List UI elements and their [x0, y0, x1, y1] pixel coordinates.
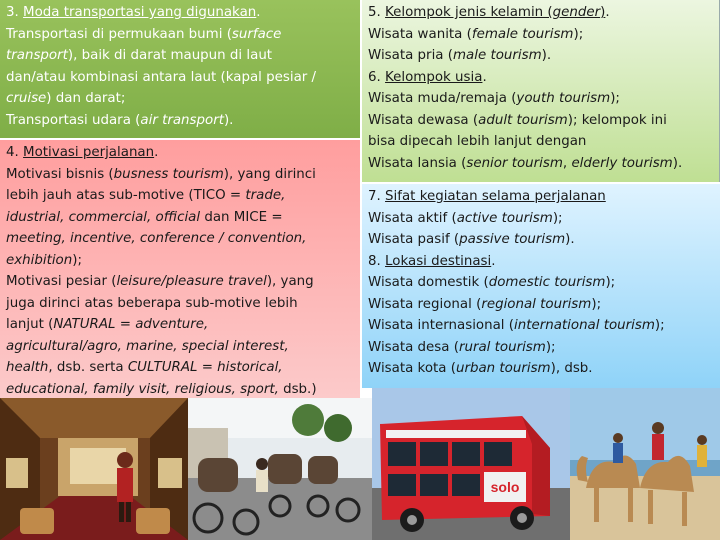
gender-age-box [362, 0, 720, 182]
activity-line-9: Wisata kota (urban tourism), dsb. [368, 361, 593, 376]
gender-line-1: 5. Kelompok jenis kelamin (gender). [368, 5, 610, 20]
transport-line-6: Transportasi udara (air transport). [6, 112, 234, 128]
transport-mode-box [0, 0, 360, 138]
bus-sign-text: solo [490, 479, 520, 495]
activity-line-3: Wisata pasif (passive tourism). [368, 232, 575, 247]
activity-destination-box [362, 184, 720, 388]
gender-line-7: bisa dipecah lebih lanjut dengan [368, 134, 587, 149]
transport-line-1: 3. Moda transportasi yang digunakan. [6, 5, 261, 20]
motivation-line-6: exhibition); [6, 252, 82, 268]
camel-ride-photo [570, 388, 720, 540]
transport-line-2: Transportasi di permukaan bumi (surface [6, 26, 282, 42]
gender-line-6: Wisata dewasa (adult tourism); kelompok ini [368, 112, 667, 128]
motivation-line-2: Motivasi bisnis (busness tourism), yang dirinci [6, 166, 316, 182]
gender-line-4: 6. Kelompok usia. [368, 69, 487, 85]
activity-line-1: 7. Sifat kegiatan selama perjalanan [368, 189, 606, 204]
motivation-line-1: 4. Motivasi perjalanan. [6, 145, 159, 160]
motivation-line-11: health, dsb. serta CULTURAL = historical, [6, 360, 283, 375]
becak-street-photo [188, 398, 372, 540]
motivation-line-12: educational, family visit, religious, sport, dsb.) [6, 381, 317, 397]
transport-line-5: cruise) dan darat; [6, 91, 126, 106]
motivation-line-4: idustrial, commercial, official dan MICE = [6, 209, 283, 225]
motivation-line-7: Motivasi pesiar (leisure/pleasure travel), yang [6, 274, 314, 289]
train-interior-photo [0, 398, 188, 540]
activity-line-8: Wisata desa (rural tourism); [368, 339, 556, 355]
tour-bus-photo [372, 388, 570, 540]
motivation-line-5: meeting, incentive, conference / convention, [6, 231, 307, 246]
motivation-line-10: agricultural/agro, marine, special interest, [6, 338, 289, 354]
activity-line-7: Wisata internasional (international tourism); [368, 318, 665, 333]
motivation-line-8: juga dirinci atas beberapa sub-motive lebih [6, 295, 298, 311]
activity-line-2: Wisata aktif (active tourism); [368, 210, 563, 226]
gender-line-2: Wisata wanita (female tourism); [368, 26, 584, 42]
gender-line-3: Wisata pria (male tourism). [368, 48, 552, 63]
gender-line-8: Wisata lansia (senior tourism, elderly tourism). [368, 155, 683, 171]
travel-motivation-box [0, 140, 360, 398]
transport-line-3: transport), baik di darat maupun di laut [6, 48, 273, 63]
transport-line-4: dan/atau kombinasi antara laut (kapal pesiar / [6, 69, 317, 85]
motivation-line-9: lanjut (NATURAL = adventure, [6, 317, 209, 332]
motivation-line-3: lebih jauh atas sub-motive (TICO = trade, [6, 188, 286, 203]
gender-line-5: Wisata muda/remaja (youth tourism); [368, 91, 620, 106]
activity-line-6: Wisata regional (regional tourism); [368, 296, 602, 312]
activity-line-4: 8. Lokasi destinasi. [368, 253, 496, 269]
activity-line-5: Wisata domestik (domestic tourism); [368, 275, 616, 290]
